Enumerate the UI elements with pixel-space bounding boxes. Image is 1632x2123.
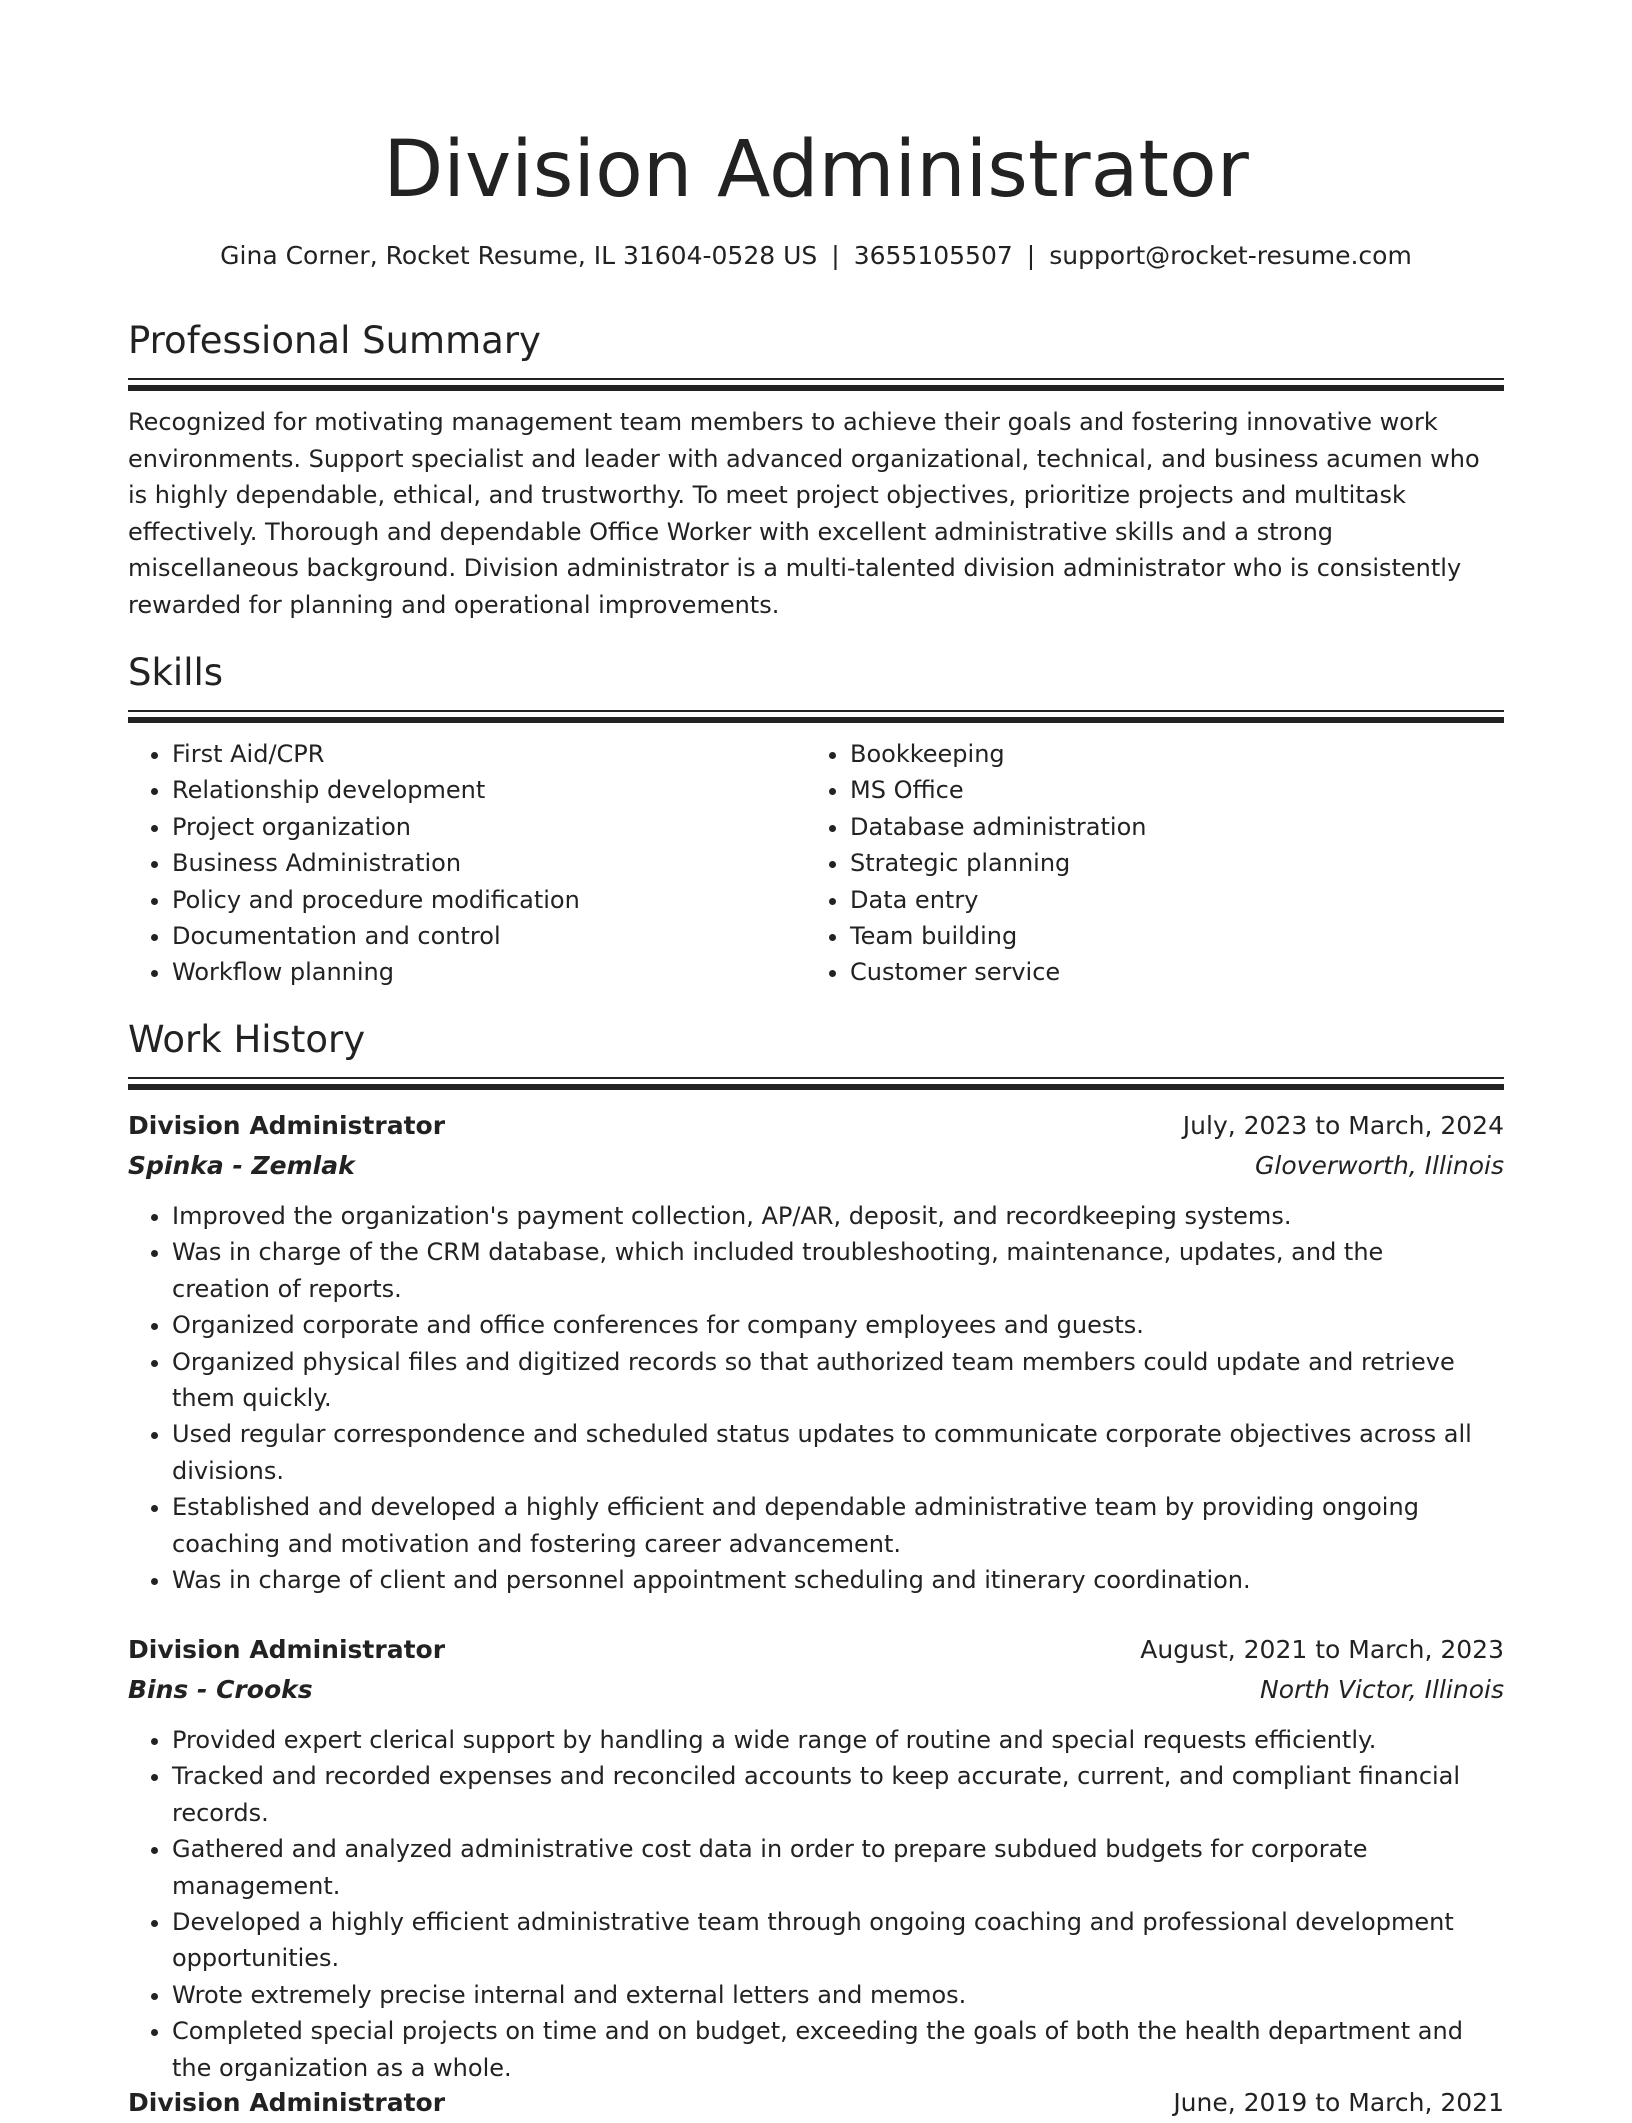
- contact-email[interactable]: support@rocket-resume.com: [1049, 241, 1412, 270]
- job-bullet: • Developed a highly efficient administrative team through ongoing coaching and professional development opportunities.: [172, 1904, 1504, 1977]
- job-entry: [128, 2083, 1504, 2123]
- job-bullet: • Was in charge of client and personnel appointment scheduling and itinerary coordination.: [172, 1562, 1504, 1598]
- skill-item: • Data entry: [850, 882, 1484, 918]
- section-divider: [128, 1077, 1504, 1089]
- skills-list-right: [806, 736, 1484, 991]
- job-dates: August, 2021 to March, 2023: [1140, 1635, 1504, 1664]
- job-bullet: • Established and developed a highly efficient and dependable administrative team by providing ongoing coaching and motivation and fostering career advancement.: [172, 1489, 1504, 1562]
- skills-section: [128, 648, 1504, 991]
- job-bullet-list: [128, 1198, 1504, 1598]
- skills-list-left: [128, 736, 806, 991]
- skill-item: • Business Administration: [172, 845, 806, 881]
- job-bullet: • Wrote extremely precise internal and external letters and memos.: [172, 1977, 1504, 2013]
- section-heading-work-history: Work History: [128, 1018, 366, 1061]
- job-company-row: [128, 1670, 1504, 1710]
- job-bullet: • Was in charge of the CRM database, which included troubleshooting, maintenance, updates, and the creation of reports.: [172, 1234, 1504, 1307]
- skill-item: • Documentation and control: [172, 918, 806, 954]
- job-title: Division Administrator: [128, 1635, 446, 1664]
- job-entry: [128, 1630, 1504, 2086]
- job-dates: July, 2023 to March, 2024: [1182, 1111, 1504, 1140]
- job-title: Division Administrator: [128, 1111, 446, 1140]
- job-bullet: • Organized physical files and digitized records so that authorized team members could update and retrieve them quickly.: [172, 1344, 1504, 1417]
- skill-item: • Bookkeeping: [850, 736, 1484, 772]
- job-company-row: [128, 1146, 1504, 1186]
- section-heading-summary: Professional Summary: [128, 319, 541, 362]
- job-bullet: • Provided expert clerical support by handling a wide range of routine and special requests efficiently.: [172, 1722, 1504, 1758]
- section-heading-skills: Skills: [128, 651, 224, 694]
- summary-section: [128, 316, 1504, 623]
- job-header-row: [128, 2083, 1504, 2123]
- job-bullet: • Used regular correspondence and scheduled status updates to communicate corporate objectives across all divisions.: [172, 1416, 1504, 1489]
- contact-line: [128, 238, 1504, 274]
- summary-text: Recognized for motivating management team members to achieve their goals and fostering innovative work environments. Support specialist and leader with advanced organizational, technical, and business acumen who is highly dependable, ethical, and trustworthy. To meet project objectives, prioritize projects and multitask effectively. Thorough and dependable Office Worker with excellent administrative skills and a strong miscellaneous background. Division administrator is a multi-talented division administrator who is consistently rewarded for planning and operational improvements.: [128, 408, 1480, 619]
- skills-columns: [128, 736, 1504, 991]
- job-dates: June, 2019 to March, 2021: [1173, 2088, 1504, 2117]
- job-bullet: • Organized corporate and office conferences for company employees and guests.: [172, 1307, 1504, 1343]
- skill-item: • Workflow planning: [172, 954, 806, 990]
- job-header-row: [128, 1630, 1504, 1670]
- job-bullet: • Improved the organization's payment collection, AP/AR, deposit, and recordkeeping systems.: [172, 1198, 1504, 1234]
- skill-item: • Database administration: [850, 809, 1484, 845]
- job-company: Bins - Crooks: [128, 1675, 313, 1704]
- skill-item: • Strategic planning: [850, 845, 1484, 881]
- job-company: Spinka - Zemlak: [128, 1151, 355, 1180]
- job-bullet-list: [128, 1722, 1504, 2086]
- skill-item: • Project organization: [172, 809, 806, 845]
- skill-item: • First Aid/CPR: [172, 736, 806, 772]
- work-history-section: [128, 1015, 1504, 1089]
- skill-item: • MS Office: [850, 772, 1484, 808]
- skill-item: • Policy and procedure modification: [172, 882, 806, 918]
- job-location: Gloverworth, Illinois: [1255, 1151, 1504, 1180]
- contact-address: Gina Corner, Rocket Resume, IL 31604-0528 US: [220, 241, 818, 270]
- contact-phone: 3655105507: [853, 241, 1013, 270]
- resume-title: Division Administrator: [383, 125, 1249, 215]
- skill-item: • Relationship development: [172, 772, 806, 808]
- section-divider: [128, 710, 1504, 722]
- contact-separator: |: [1026, 241, 1036, 270]
- contact-separator: |: [831, 241, 840, 270]
- job-bullet: • Completed special projects on time and on budget, exceeding the goals of both the health department and the organization as a whole.: [172, 2013, 1504, 2086]
- skill-item: • Customer service: [850, 954, 1484, 990]
- section-divider: [128, 378, 1504, 390]
- job-bullet: • Tracked and recorded expenses and reconciled accounts to keep accurate, current, and compliant financial records.: [172, 1758, 1504, 1831]
- skill-item: • Team building: [850, 918, 1484, 954]
- job-entry: [128, 1106, 1504, 1598]
- job-bullet: • Gathered and analyzed administrative cost data in order to prepare subdued budgets for corporate management.: [172, 1831, 1504, 1904]
- job-header-row: [128, 1106, 1504, 1146]
- job-location: North Victor, Illinois: [1260, 1675, 1504, 1704]
- job-title: Division Administrator: [128, 2088, 446, 2117]
